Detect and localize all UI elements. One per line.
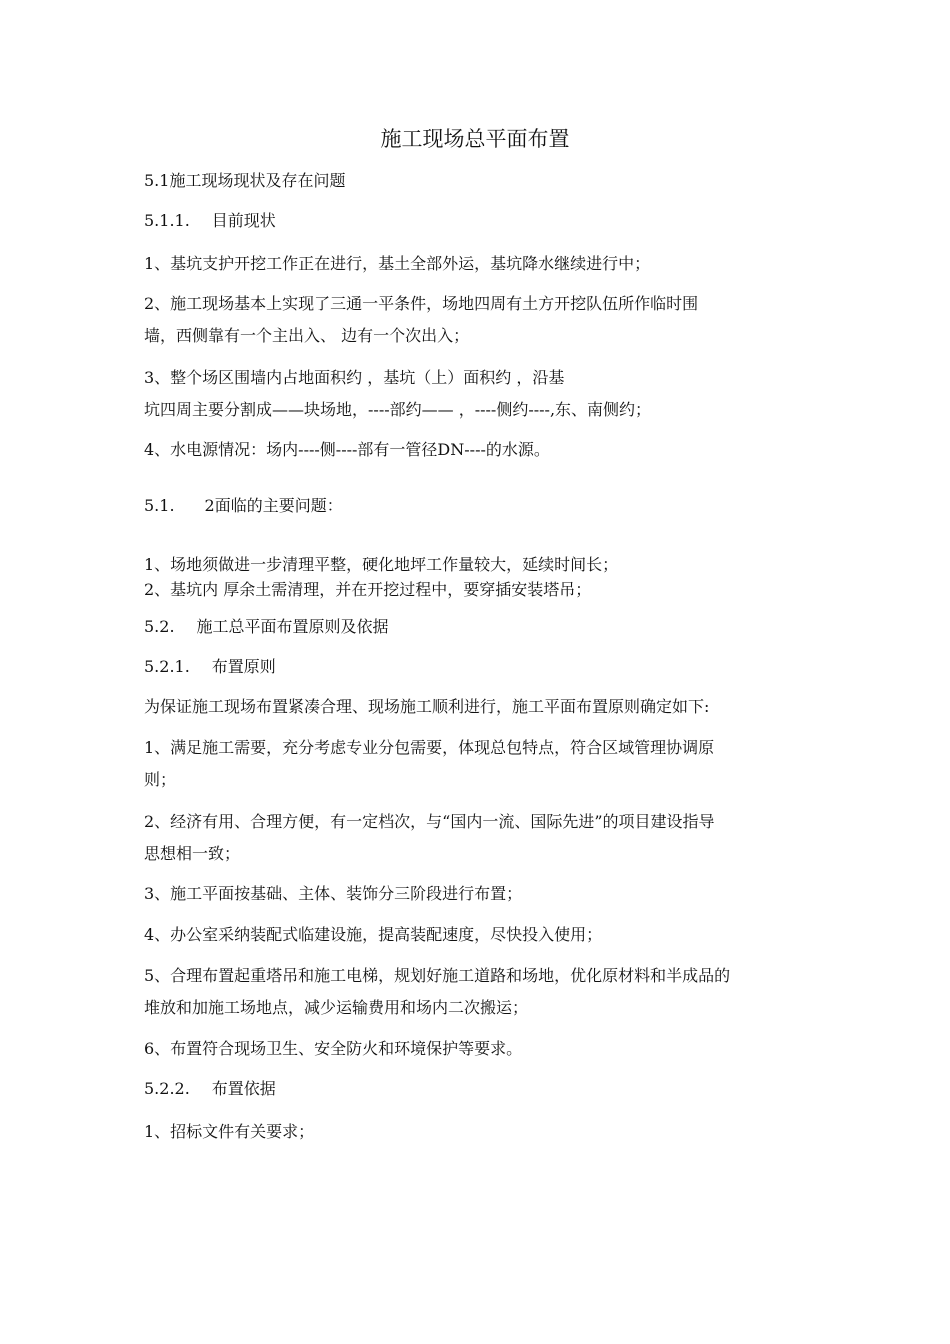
paragraph-principle-2-line-1: 2、经济有用、合理方便，有一定档次，与“国内一流、国际先进”的项目建设指导 bbox=[144, 812, 715, 831]
section-heading-5-2-2 bbox=[144, 1077, 276, 1101]
paragraph-principle-4: 4、办公室采纳装配式临建设施，提高装配速度，尽快投入使用； bbox=[144, 925, 603, 944]
section-number: 5.1.1. bbox=[144, 211, 190, 230]
paragraph-principles-intro: 为保证施工现场布置紧凑合理、现场施工顺利进行，施工平面布置原则确定如下: bbox=[144, 697, 710, 716]
paragraph-status-1: 1、基坑支护开挖工作正在进行，基土全部外运，基坑降水继续进行中； bbox=[144, 254, 651, 273]
section-title: 施工总平面布置原则及依据 bbox=[196, 617, 389, 636]
section-number: 5.2.2. bbox=[144, 1079, 190, 1098]
paragraph-principle-5-line-1: 5、合理布置起重塔吊和施工电梯，规划好施工道路和场地，优化原材料和半成品的 bbox=[144, 966, 731, 985]
paragraph-status-2-line-2: 墙，西侧靠有一个主出入、 边有一个次出入； bbox=[144, 326, 470, 345]
section-title: 2面临的主要问题： bbox=[204, 496, 343, 515]
section-number: 5.1. bbox=[144, 496, 175, 515]
section-heading-5-1: 5.1施工现场现状及存在问题 bbox=[144, 171, 346, 190]
paragraph-status-4: 4、水电源情况：场内----侧----部有一管径DN----的水源。 bbox=[144, 440, 550, 459]
paragraph-principle-1-line-1: 1、满足施工需要，充分考虑专业分包需要，体现总包特点，符合区域管理协调原 bbox=[144, 738, 715, 757]
paragraph-status-3-line-1: 3、整个场区围墙内占地面积约 ，基坑（上）面积约 ，沿基 bbox=[144, 368, 565, 387]
paragraph-problem-2: 2、基坑内 厚余土需清理，并在开挖过程中，要穿插安装塔吊； bbox=[144, 580, 592, 599]
paragraph-principle-2-line-2: 思想相一致； bbox=[144, 844, 241, 863]
section-title: 目前现状 bbox=[211, 211, 276, 230]
paragraph-problem-1: 1、场地须做进一步清理平整，硬化地坪工作量较大，延续时间长； bbox=[144, 555, 619, 574]
section-heading-5-1-2 bbox=[144, 494, 343, 518]
document-title: 施工现场总平面布置 bbox=[380, 127, 570, 151]
section-heading-5-2 bbox=[144, 615, 389, 639]
section-number: 5.2. bbox=[144, 617, 175, 636]
paragraph-principle-1-line-2: 则； bbox=[144, 770, 177, 789]
section-heading-5-1-1 bbox=[144, 209, 276, 233]
paragraph-status-3-line-2: 坑四周主要分割成——块场地，----部约—— ，----侧约----,东、南侧约； bbox=[144, 400, 652, 419]
paragraph-principle-5-line-2: 堆放和加施工场地点，减少运输费用和场内二次搬运； bbox=[144, 998, 529, 1017]
section-title: 布置依据 bbox=[211, 1079, 276, 1098]
paragraph-principle-6: 6、布置符合现场卫生、安全防火和环境保护等要求。 bbox=[144, 1039, 523, 1058]
section-heading-5-2-1 bbox=[144, 655, 276, 679]
paragraph-status-2-line-1: 2、施工现场基本上实现了三通一平条件，场地四周有土方开挖队伍所作临时围 bbox=[144, 294, 699, 313]
section-number: 5.2.1. bbox=[144, 657, 190, 676]
section-title: 布置原则 bbox=[211, 657, 276, 676]
paragraph-basis-1: 1、招标文件有关要求； bbox=[144, 1122, 315, 1141]
paragraph-principle-3: 3、施工平面按基础、主体、装饰分三阶段进行布置； bbox=[144, 884, 523, 903]
